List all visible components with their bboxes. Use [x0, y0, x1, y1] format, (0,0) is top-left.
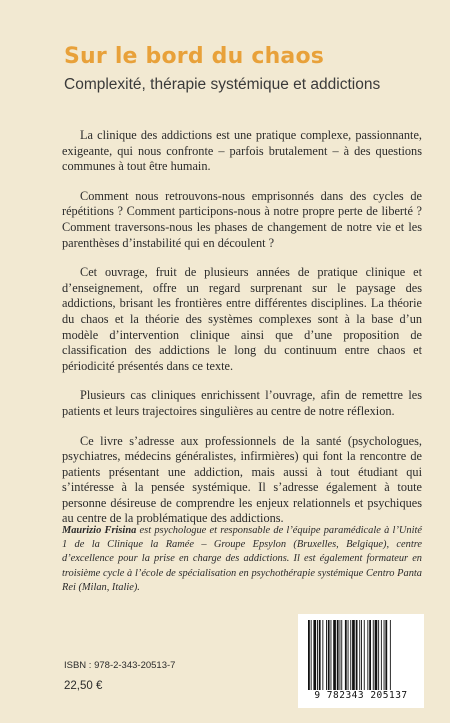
barcode-number: 9 782343 205137 [314, 690, 408, 701]
barcode-bars [308, 620, 414, 690]
barcode [298, 614, 424, 708]
blurb-paragraph: Comment nous retrouvons-nous emprisonnés dans des cycles de répétitions ? Comment participons-nous à notre propre perte de liberté ? Comment traversons-nous les phases de changement de notre vie et les parenthèses d’instabilité qui en découlent ? [62, 188, 422, 250]
isbn: ISBN : 978-2-343-20513-7 [64, 660, 176, 671]
blurb-paragraph: Ce livre s’adresse aux professionnels de la santé (psychologues, psychiatres, médecins généralistes, infirmières) qui font la rencontre de patients présentant une addiction, mais aussi à tout étudiant qui s’intéresse à la pensée systémique. Il s’adresse également à toute personne désireuse de comprendre les enjeux relationnels et psychiques au centre de la problématique des addictions. [62, 433, 422, 526]
blurb-paragraph: La clinique des addictions est une pratique complexe, passionnante, exigeante, qui nous confronte – parfois brutalement – à des questions communes à tout être humain. [62, 128, 422, 174]
blurb-paragraph: Plusieurs cas cliniques enrichissent l’ouvrage, afin de remettre les patients et leurs trajectoires singulières au centre de notre réflexion. [62, 388, 422, 418]
book-subtitle: Complexité, thérapie systémique et addictions [64, 76, 381, 93]
book-title: Sur le bord du chaos [64, 44, 325, 69]
blurb-paragraph: Cet ouvrage, fruit de plusieurs années de pratique clinique et d’enseignement, offre un regard surprenant sur le paysage des addictions, brisant les frontières entre différentes disciplines. La théorie du chaos et la théorie des systèmes complexes sont à la base d’un modèle d’intervention clinique ainsi que d’une proposition de classification des addictions le long du continuum entre chaos et périodicité présentés dans ce texte. [62, 265, 422, 373]
blurb [62, 128, 422, 541]
author-bio-text: est psychologue et responsable de l’équipe paramédicale à l’Unité 1 de la Clinique la Ramée – Groupe Epsylon (Bruxelles, Belgique), centre d’excellence pour la prise en charge des addictions. Il est également formateur en troisième cycle à l’école de spécialisation en psychothérapie systémique Centro Panta Rei (Milan, Italie). [62, 525, 422, 593]
author-name: Maurizio Frisina [62, 525, 137, 536]
author-bio [62, 524, 422, 595]
price: 22,50 € [64, 680, 103, 692]
